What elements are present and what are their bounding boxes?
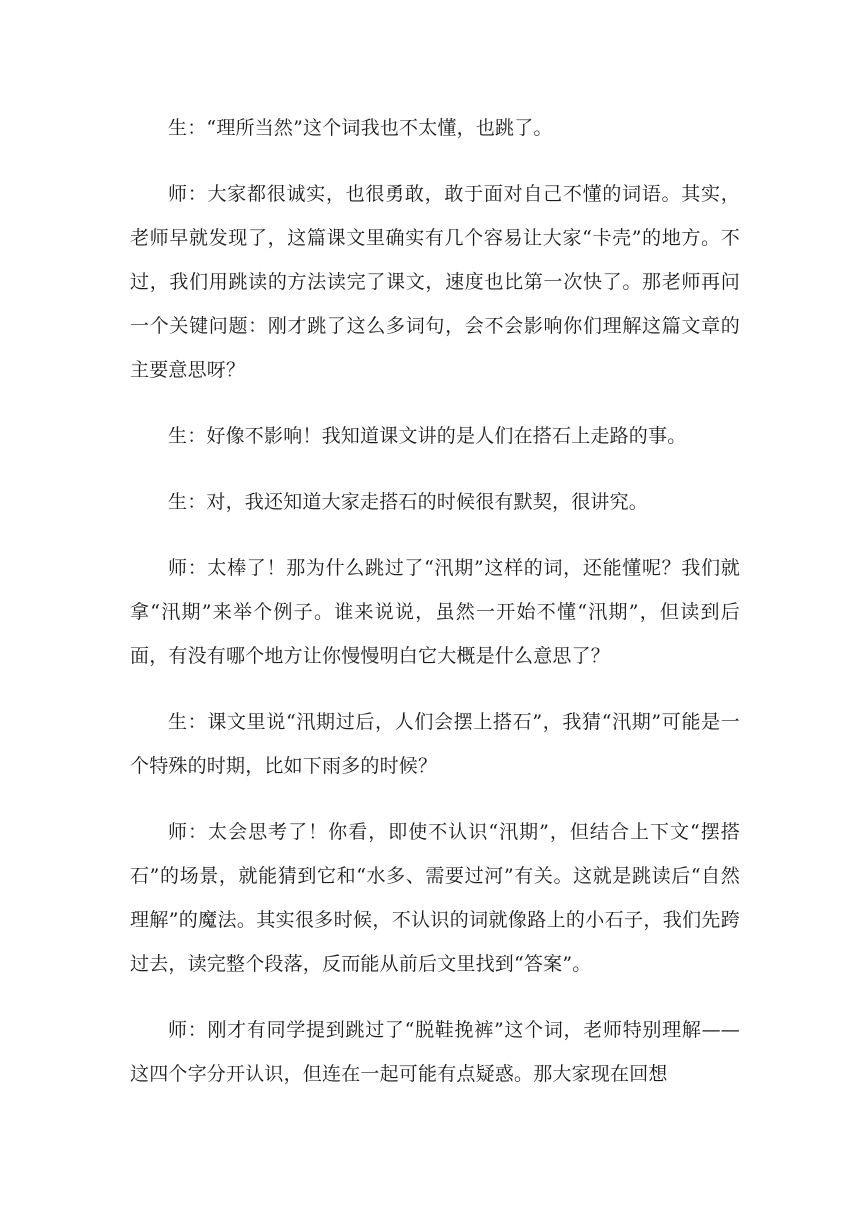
paragraph-teacher-4: 师：刚才有同学提到跳过了“脱鞋挽裤”这个词，老师特别理解——这四个字分开认识，但连在一起可能有点疑惑。那大家现在回想	[130, 1019, 740, 1085]
paragraph-student-1: 生：“理所当然”这个词我也不太懂，也跳了。	[168, 117, 553, 139]
document-body	[130, 106, 740, 1118]
paragraph-student-2: 生：好像不影响！我知道课文讲的是人们在搭石上走路的事。	[168, 425, 687, 447]
paragraph-teacher-3: 师：太会思考了！你看，即使不认识“汛期”，但结合上下文“摆搭石”的场景，就能猜到它和“水多、需要过河”有关。这就是跳读后“自然理解”的魔法。其实很多时候，不认识的词就像路上的小石子，我们先跨过去，读完整个段落，反而能从前后文里找到“答案”。	[130, 821, 740, 975]
paragraph-student-3: 生：对，我还知道大家走搭石的时候很有默契，很讲究。	[168, 491, 649, 513]
paragraph-student-4: 生：课文里说“汛期过后，人们会摆上搭石”，我猜“汛期”可能是一个特殊的时期，比如下雨多的时候？	[130, 711, 740, 777]
paragraph-teacher-2: 师：太棒了！那为什么跳过了“汛期”这样的词，还能懂呢？我们就拿“汛期”来举个例子。谁来说说，虽然一开始不懂“汛期”，但读到后面，有没有哪个地方让你慢慢明白它大概是什么意思了？	[130, 557, 740, 667]
paragraph-teacher-1: 师：大家都很诚实，也很勇敢，敢于面对自己不懂的词语。其实，老师早就发现了，这篇课文里确实有几个容易让大家“卡壳”的地方。不过，我们用跳读的方法读完了课文，速度也比第一次快了。那老师再问一个关键问题：刚才跳了这么多词句，会不会影响你们理解这篇文章的主要意思呀？	[130, 183, 740, 381]
